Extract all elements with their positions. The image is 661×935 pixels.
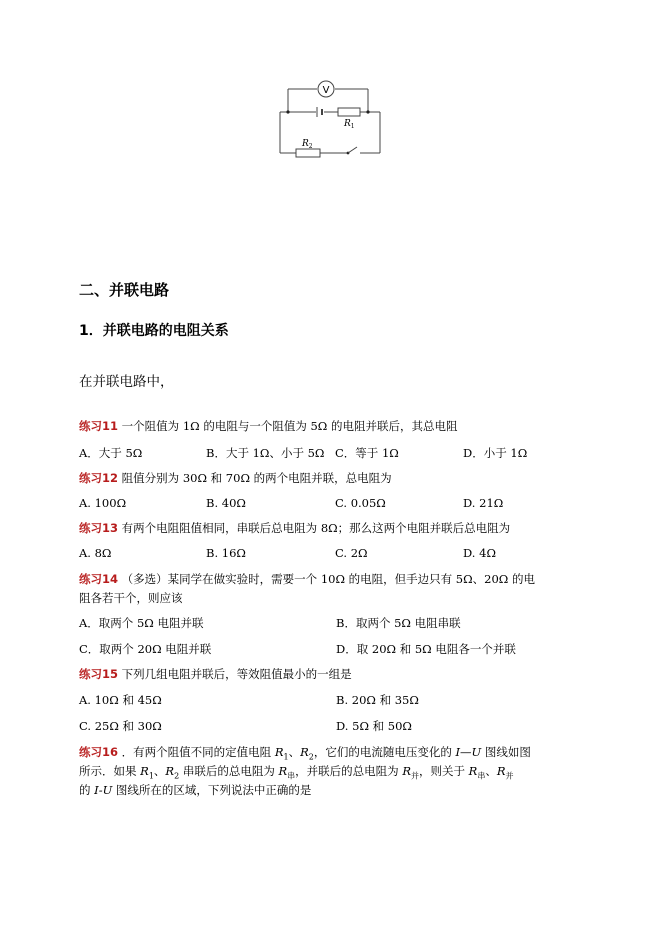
option-d: D. 5Ω 和 50Ω	[336, 719, 412, 733]
option-c: C. 0.05Ω	[335, 496, 386, 510]
exercise-11-options	[0, 445, 661, 461]
circuit-diagram	[276, 76, 386, 158]
option-b: B．取两个 5Ω 电阻串联	[336, 616, 461, 630]
exercise-11-question	[79, 418, 458, 434]
option-c: C. 25Ω 和 30Ω	[79, 719, 162, 733]
option-d: D．小于 1Ω	[463, 446, 528, 460]
exercise-12-question	[79, 470, 392, 486]
exercise-13-options	[0, 546, 661, 562]
exercise-label: 练习16	[79, 745, 119, 759]
option-a: A. 8Ω	[79, 546, 112, 560]
option-a: A. 100Ω	[79, 496, 127, 510]
exercise-label: 练习14	[79, 572, 119, 586]
exercise-16-question-line1: 练习16 ．有两个阻值不同的定值电阻 $R_1$、$R_2$，它们的电流随电压变化的 I—U 图线如图	[79, 745, 531, 762]
resistor-r1	[338, 108, 360, 116]
exercise-13-question	[79, 520, 510, 536]
exercise-15-options-row2	[0, 718, 661, 734]
option-d: D．取 20Ω 和 5Ω 电阻各一个并联	[336, 642, 516, 656]
option-b: B. 40Ω	[206, 496, 246, 510]
option-b: B. 20Ω 和 35Ω	[336, 693, 419, 707]
exercise-12-options	[0, 496, 661, 512]
option-a: A．大于 5Ω	[79, 446, 143, 460]
question-text: 一个阻值为 1Ω 的电阻与一个阻值为 5Ω 的电阻并联后，其总电阻	[118, 419, 458, 433]
option-b: B．大于 1Ω、小于 5Ω	[206, 446, 325, 460]
exercise-14-options-row2	[0, 641, 661, 657]
exercise-15-options-row1	[0, 692, 661, 708]
exercise-16-question-line2: 所示．如果 $R_1$、$R_2$ 串联后的总电阻为 $R_串$，并联后的总电阻为 $R_并$，则关于 $R_串$、$R_并$	[79, 764, 514, 781]
switch-symbol	[347, 147, 357, 154]
option-b: B. 16Ω	[206, 546, 246, 560]
exercise-label: 练习11	[79, 419, 119, 433]
exercise-14-question	[79, 571, 535, 587]
exercise-16-question-line3: 的 I-U 图线所在的区域，下列说法中正确的是	[79, 783, 312, 797]
section-heading: 二、并联电路	[79, 281, 170, 299]
option-d: D. 4Ω	[463, 546, 496, 560]
option-a: A．取两个 5Ω 电阻并联	[79, 616, 204, 630]
option-c: C. 2Ω	[335, 546, 368, 560]
exercise-label: 练习15	[79, 667, 119, 681]
question-text: 下列几组电阻并联后，等效阻值最小的一组是	[118, 667, 352, 681]
question-text: （多选）某同学在做实验时，需要一个 10Ω 的电阻，但手边只有 5Ω、20Ω 的电	[118, 572, 535, 586]
exercise-15-question	[79, 666, 352, 682]
resistor-r2	[296, 149, 320, 157]
option-c: C．等于 1Ω	[335, 446, 399, 460]
resistor-r2-label: $R_2$	[302, 139, 313, 150]
resistor-r1-label: $R_1$	[344, 119, 355, 130]
intro-paragraph: 在并联电路中，	[79, 374, 174, 390]
option-c: C．取两个 20Ω 电阻并联	[79, 642, 212, 656]
exercise-14-question-cont: 阻各若干个，则应该	[79, 591, 183, 605]
exercise-14-options-row1	[0, 615, 661, 631]
voltmeter-label: V	[322, 85, 330, 96]
exercise-label: 练习12	[79, 471, 119, 485]
question-text: 阻值分别为 30Ω 和 70Ω 的两个电阻并联，总电阻为	[118, 471, 392, 485]
subsection-heading: 1．并联电路的电阻关系	[79, 323, 229, 339]
option-d: D. 21Ω	[463, 496, 504, 510]
option-a: A. 10Ω 和 45Ω	[79, 693, 162, 707]
question-text: 有两个电阻阻值相同，串联后总电阻为 8Ω；那么这两个电阻并联后总电阻为	[118, 521, 511, 535]
exercise-label: 练习13	[79, 521, 119, 535]
